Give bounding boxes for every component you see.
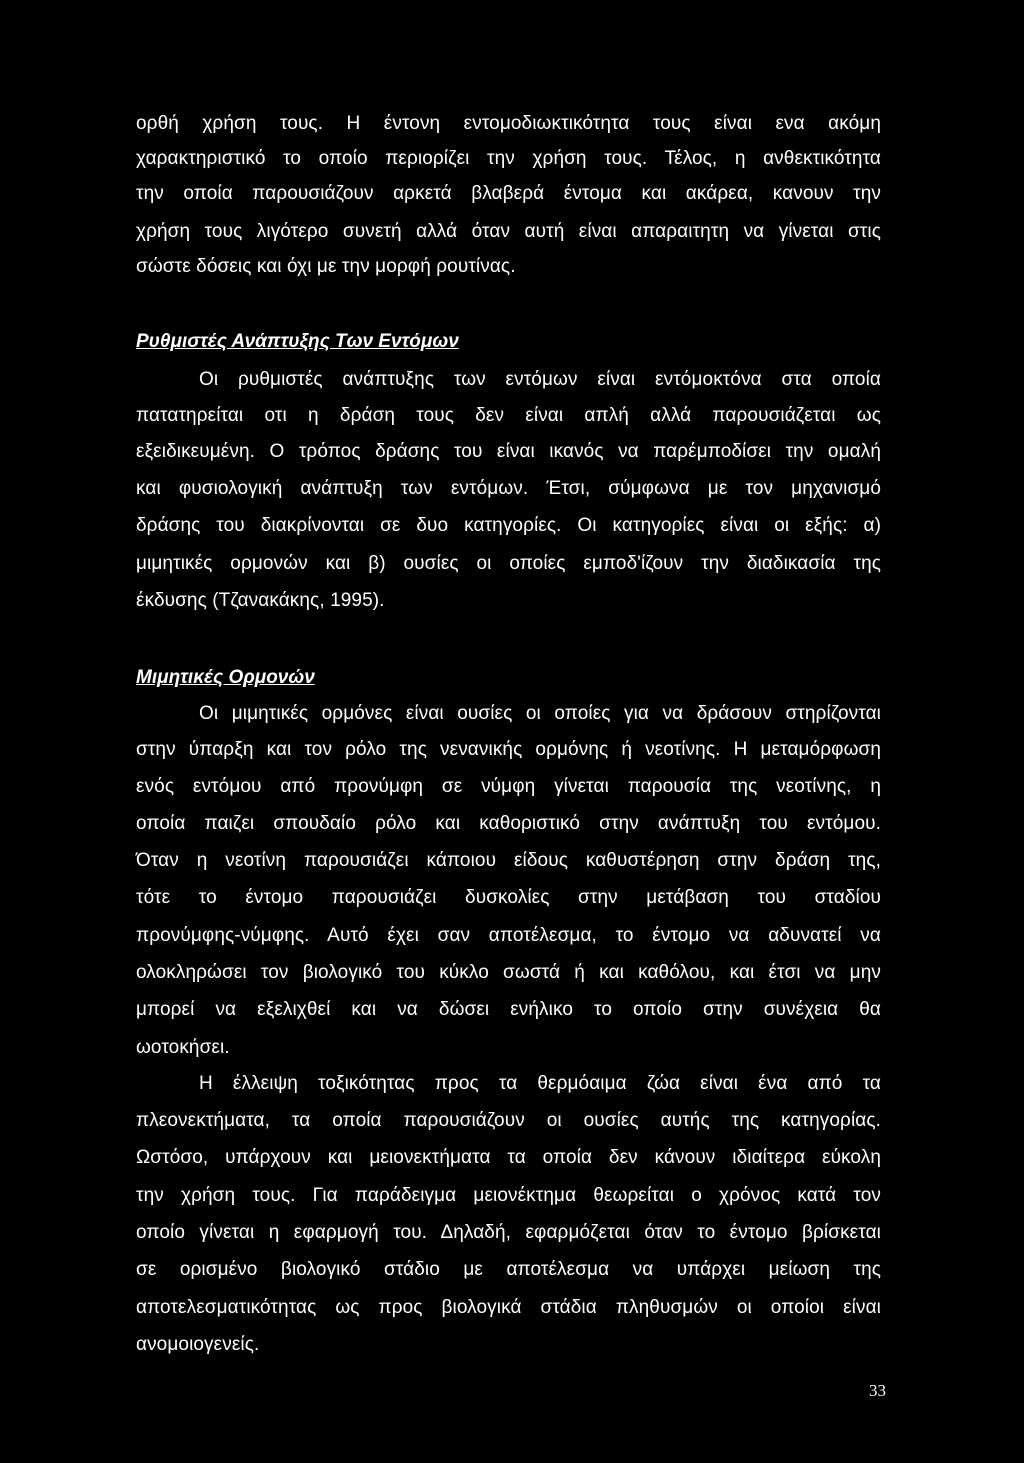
paragraph-line: τότε το έντομο παρουσιάζει δυσκολίες στην μετάβαση του σταδίου <box>136 887 881 908</box>
paragraph-line: και φυσιολογική ανάπτυξη των εντόμων. Έτσι, σύμφωνα με τον μηχανισμό <box>136 478 881 499</box>
paragraph-line: έκδυσης (Τζανακάκης, 1995). <box>136 590 385 611</box>
paragraph-line: πατατηρείται οτι η δράση τους δεν είναι απλή αλλά παρουσιάζεται ως <box>136 405 881 426</box>
section-heading: Μιμητικές Ορμονών <box>136 667 315 688</box>
paragraph-line: ενός εντόμου από προνύμφη σε νύμφη γίνεται παρουσία της νεοτίνης, η <box>136 776 881 797</box>
paragraph-line: ανομοιογενείς. <box>136 1334 260 1355</box>
paragraph-line: ωοτοκήσει. <box>136 1037 230 1058</box>
paragraph-line: σε ορισμένο βιολογικό στάδιο με αποτέλεσμα να υπάρχει μείωση της <box>136 1259 881 1280</box>
paragraph-line: δράσης του διακρίνονται σε δυο κατηγορίες. Οι κατηγορίες είναι οι εξής: α) <box>136 515 881 536</box>
page-number: 33 <box>869 1381 886 1400</box>
paragraph-line: προνύμφης-νύμφης. Αυτό έχει σαν αποτέλεσμα, το έντομο να αδυνατεί να <box>136 925 881 946</box>
paragraph-line: οποία παιζει σπουδαίο ρόλο και καθοριστικό στην ανάπτυξη του εντόμου. <box>136 813 881 834</box>
paragraph-line: εξειδικευμένη. Ο τρόπος δράσης του είναι ικανός να παρέμποδίσει την ομαλή <box>136 441 881 462</box>
paragraph-line: στην ύπαρξη και τον ρόλο της νενανικής ορμόνης ή νεοτίνης. Η μεταμόρφωση <box>136 739 881 760</box>
paragraph-line: την χρήση τους. Για παράδειγμα μειονέκτημα θεωρείται ο χρόνος κατά τον <box>136 1185 881 1206</box>
paragraph-line: Η έλλειψη τοξικότητας προς τα θερμόαιμα ζώα είναι ένα από τα <box>199 1073 881 1094</box>
intro-line: την οποία παρουσιάζουν αρκετά βλαβερά έντομα και ακάρεα, κανουν την <box>136 183 881 204</box>
intro-line: ορθή χρήση τους. Η έντονη εντομοδιωκτικότητα τους είναι ενα ακόμη <box>136 113 881 134</box>
section-heading: Ρυθμιστές Ανάπτυξης Των Εντόμων <box>136 331 459 352</box>
paragraph-line: Οι ρυθμιστές ανάπτυξης των εντόμων είναι εντόμοκτόνα στα οποία <box>199 369 881 390</box>
intro-line: χρήση τους λιγότερο συνετή αλλά όταν αυτή είναι απαραιτητη να γίνεται στις <box>136 221 881 242</box>
paragraph-line: μπορεί να εξελιχθεί και να δώσει ενήλικο το οποίο στην συνέχεια θα <box>136 999 881 1020</box>
paragraph-line: μιμητικές ορμονών και β) ουσίες οι οποίες εμποδ'ίζουν την διαδικασία της <box>136 553 881 574</box>
intro-line: χαρακτηριστικό το οποίο περιορίζει την χρήση τους. Τέλος, η ανθεκτικότητα <box>136 148 881 169</box>
intro-line: σώστε δόσεις και όχι με την μορφή ρουτίνας. <box>136 256 516 277</box>
paragraph-line: Όταν η νεοτίνη παρουσιάζει κάποιου είδους καθυστέρηση στην δράση της, <box>136 850 881 871</box>
paragraph-line: Οι μιμητικές ορμόνες είναι ουσίες οι οποίες για να δράσουν στηρίζονται <box>199 703 881 724</box>
paragraph-line: πλεονεκτήματα, τα οποία παρουσιάζουν οι ουσίες αυτής της κατηγορίας. <box>136 1110 881 1131</box>
paragraph-line: ολοκληρώσει τον βιολογικό του κύκλο σωστά ή και καθόλου, και έτσι να μην <box>136 962 881 983</box>
paragraph-line: Ωστόσο, υπάρχουν και μειονεκτήματα τα οποία δεν κάνουν ιδιαίτερα εύκολη <box>136 1147 881 1168</box>
paragraph-line: οποίο γίνεται η εφαρμογή του. Δηλαδή, εφαρμόζεται όταν το έντομο βρίσκεται <box>136 1222 881 1243</box>
paragraph-line: αποτελεσματικότητας ως προς βιολογικά στάδια πληθυσμών οι οποίοι είναι <box>136 1297 881 1318</box>
